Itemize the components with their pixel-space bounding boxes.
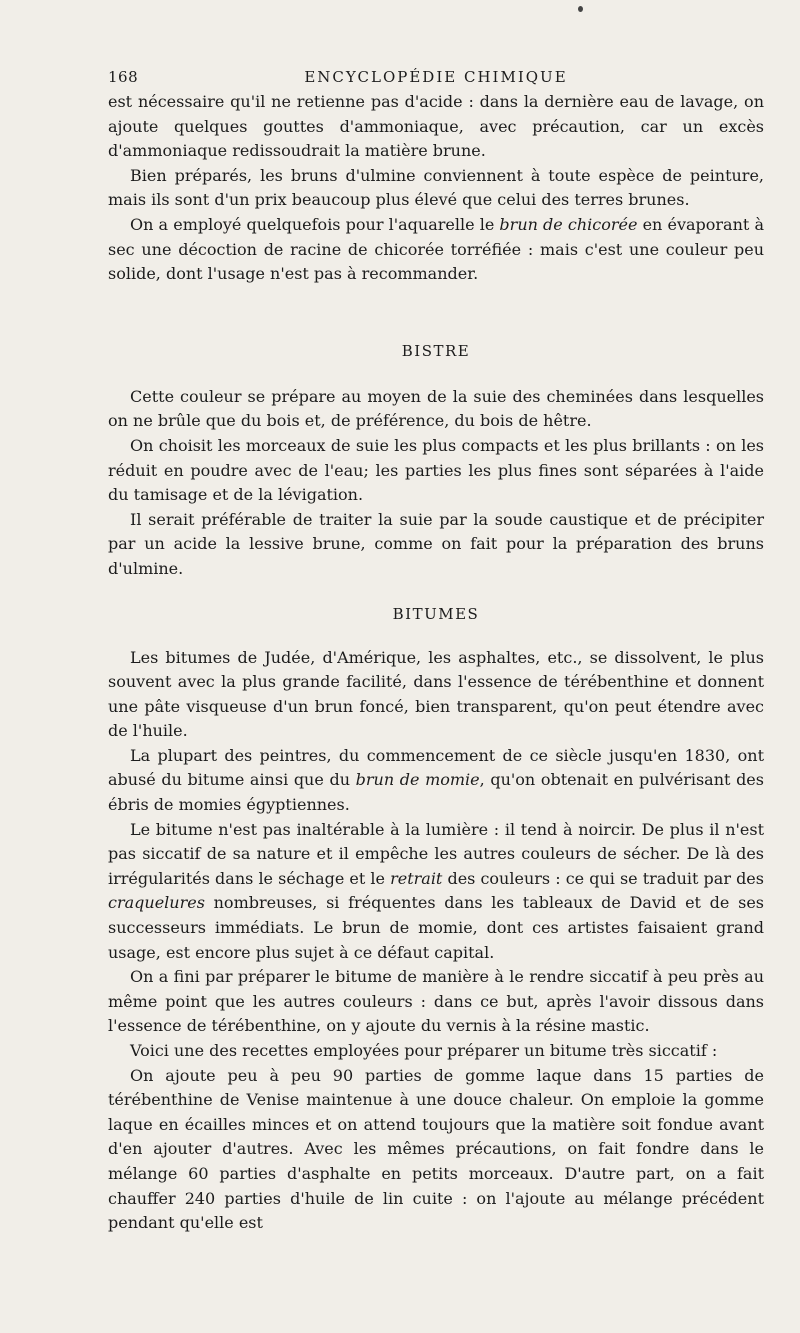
- paragraph-bitumes-mummy-brown: La plupart des peintres, du commencement de ce siècle jusqu'en 1830, ont abusé du bitume ainsi que du brun de momie, qu'on obtenait en pulvérisant des ébris de momies égyptiennes.: [108, 745, 764, 815]
- italic-term: craquelures: [108, 893, 205, 913]
- bistre-paragraphs: [108, 385, 764, 582]
- paragraph-chicory-brown: On a employé quelquefois pour l'aquarelle le brun de chicorée en évaporant à sec une décoction de racine de chicorée torréfiée : mais c'est une couleur peu solide, dont l'usage n'est pas à recommander.: [108, 214, 764, 284]
- book-page: [108, 60, 764, 1236]
- italic-term: retrait: [390, 868, 443, 888]
- top-paragraphs: [108, 90, 764, 287]
- paragraph-acid-rinse: est nécessaire qu'il ne retienne pas d'acide : dans la dernière eau de lavage, on ajoute quelques gouttes d'ammoniaque, avec précaution, car un excès d'ammoniaque redissoudrait la matière brune.: [108, 92, 764, 161]
- page-content: [108, 90, 764, 1236]
- paragraph-bistre-soot: Cette couleur se prépare au moyen de la suie des cheminées dans lesquelles on ne brûle que du bois et, de préférence, du bois de hêtre.: [108, 386, 764, 431]
- paragraph-ulmine-browns: Bien préparés, les bruns d'ulmine conviennent à toute espèce de peinture, mais ils sont d'un prix beaucoup plus élevé que celui des terres brunes.: [108, 165, 764, 210]
- paragraph-bistre-selection: On choisit les morceaux de suie les plus compacts et les plus brillants : on les réduit en poudre avec de l'eau; les parties les plus fines sont séparées à l'aide du tamisage et de la lévigation.: [108, 435, 764, 505]
- page-number: 168: [108, 68, 139, 86]
- paragraph-bitumes-dissolve: Les bitumes de Judée, d'Amérique, les asphaltes, etc., se dissolvent, le plus souvent avec la plus grande facilité, dans l'essence de térébenthine et donnent une pâte visqueuse d'un brun foncé, bien transparent, qu'on peut étendre avec de l'huile.: [108, 647, 764, 741]
- ink-speck: [578, 6, 583, 12]
- paragraph-bitumes-siccative: On a fini par préparer le bitume de manière à le rendre siccatif à peu près au même point que les autres couleurs : dans ce but, après l'avoir dissous dans l'essence de térébenthine, on y ajoute du vernis à la résine mastic.: [108, 967, 764, 1036]
- paragraph-bitumes-defects: Le bitume n'est pas inaltérable à la lumière : il tend à noircir. De plus il n'est pas siccatif de sa nature et il empêche les autres couleurs de sécher. De là des irrégularités dans le séchage et le retrait des couleurs : ce qui se traduit par des craquelures nombreuses, si fréquentes dans les tableaux de David et de ses successeurs immédiats. Le brun de momie, dont ces artistes faisaient grand usage, est encore plus sujet à ce défaut capital.: [108, 819, 764, 962]
- page-header: [108, 60, 764, 90]
- paragraph-bitumes-recipe: On ajoute peu à peu 90 parties de gomme laque dans 15 parties de térébenthine de Venise maintenue à une douce chaleur. On emploie la gomme laque en écailles minces et on attend toujours que la matière soit fondue avant d'en ajouter d'autres. Avec les mêmes précautions, on fait fondre dans le mélange 60 parties d'asphalte en petits morceaux. D'autre part, on a fait chauffer 240 parties d'huile de lin cuite : on l'ajoute au mélange précédent pendant qu'elle est: [108, 1065, 764, 1233]
- running-head: ENCYCLOPÉDIE CHIMIQUE: [304, 68, 568, 86]
- italic-term: brun de momie: [355, 770, 480, 790]
- paragraph-bitumes-recipe-intro: Voici une des recettes employées pour préparer un bitume très siccatif :: [130, 1041, 718, 1060]
- section-title-bistre: BISTRE: [401, 341, 471, 360]
- italic-term: brun de chicorée: [499, 214, 638, 234]
- section-title-bitumes: BITUMES: [392, 604, 480, 623]
- paragraph-bistre-caustic-soda: Il serait préférable de traiter la suie par la soude caustique et de précipiter par un acide la lessive brune, comme on fait pour la préparation des bruns d'ulmine.: [108, 509, 764, 578]
- bitumes-paragraphs: [108, 646, 764, 1236]
